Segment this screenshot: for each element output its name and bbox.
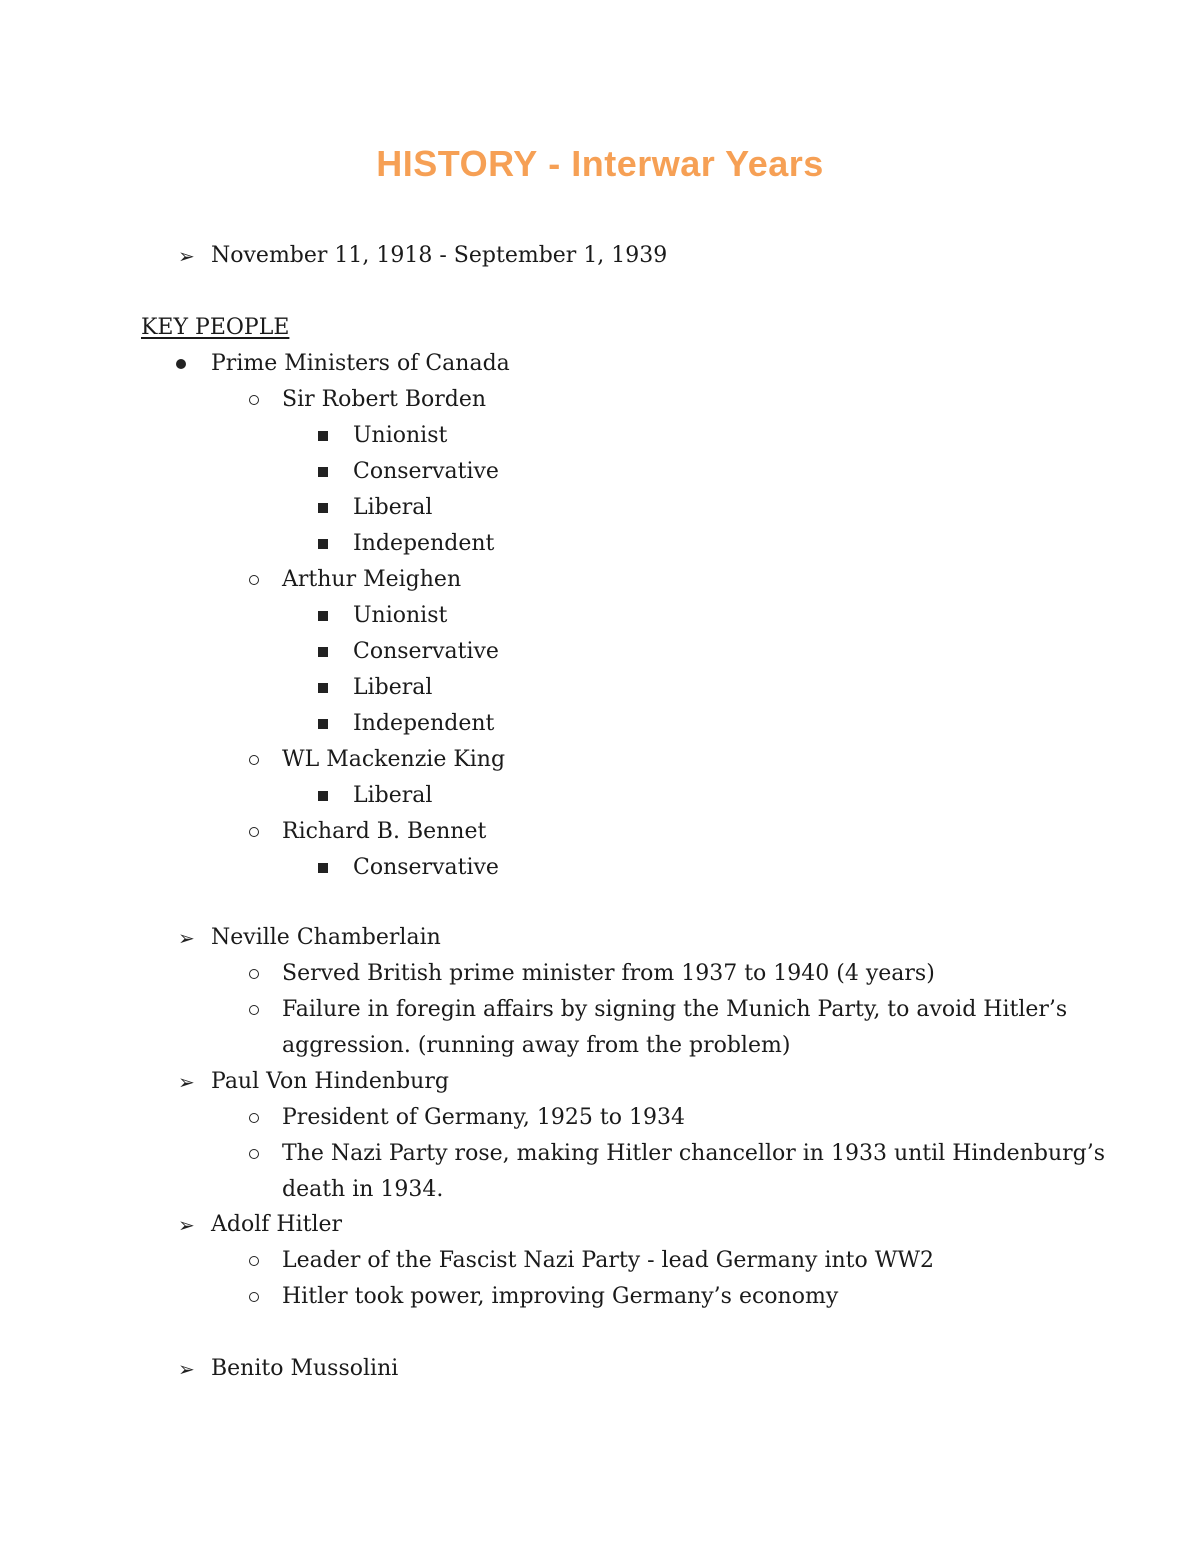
leader-name: Paul Von Hindenburg bbox=[211, 1069, 449, 1094]
arrow-bullet-icon: ➢ bbox=[178, 926, 195, 950]
title-separator: - bbox=[537, 143, 572, 184]
pm-name: Arthur Meighen bbox=[282, 567, 462, 592]
party: Conservative bbox=[353, 639, 499, 664]
party: Liberal bbox=[353, 495, 433, 520]
arrow-bullet-icon: ➢ bbox=[178, 1213, 195, 1237]
bullet-circle-icon bbox=[249, 1256, 259, 1266]
bullet-circle-icon bbox=[249, 395, 259, 405]
bullet-square-icon bbox=[318, 503, 328, 513]
bullet-square-icon bbox=[318, 611, 328, 621]
bullet-circle-icon bbox=[249, 827, 259, 837]
leader-name: Benito Mussolini bbox=[211, 1356, 399, 1381]
bullet-dot-icon bbox=[176, 359, 186, 369]
leader-note-continued: aggression. (running away from the problem) bbox=[282, 1033, 791, 1058]
bullet-square-icon bbox=[318, 863, 328, 873]
leader-note: Served British prime minister from 1937 to 1940 (4 years) bbox=[282, 961, 935, 986]
bullet-circle-icon bbox=[249, 1149, 259, 1159]
leader-note-continued: death in 1934. bbox=[282, 1177, 444, 1202]
party: Conservative bbox=[353, 855, 499, 880]
date-range: November 11, 1918 - September 1, 1939 bbox=[211, 243, 668, 268]
bullet-square-icon bbox=[318, 431, 328, 441]
party: Liberal bbox=[353, 675, 433, 700]
leader-note: Failure in foregin affairs by signing the Munich Party, to avoid Hitler’s bbox=[282, 997, 1068, 1022]
bullet-circle-icon bbox=[249, 1292, 259, 1302]
pm-name: WL Mackenzie King bbox=[282, 747, 506, 772]
party: Conservative bbox=[353, 459, 499, 484]
bullet-square-icon bbox=[318, 719, 328, 729]
page-title bbox=[0, 138, 1200, 190]
bullet-square-icon bbox=[318, 791, 328, 801]
party: Unionist bbox=[353, 603, 448, 628]
bullet-circle-icon bbox=[249, 969, 259, 979]
title-topic: Interwar Years bbox=[571, 143, 824, 184]
bullet-square-icon bbox=[318, 539, 328, 549]
title-subject: HISTORY bbox=[376, 143, 538, 184]
leader-name: Neville Chamberlain bbox=[211, 925, 441, 950]
arrow-bullet-icon: ➢ bbox=[178, 1070, 195, 1094]
leader-note: Leader of the Fascist Nazi Party - lead Germany into WW2 bbox=[282, 1248, 934, 1273]
leader-note: The Nazi Party rose, making Hitler chancellor in 1933 until Hindenburg’s bbox=[282, 1141, 1105, 1166]
arrow-bullet-icon: ➢ bbox=[178, 1357, 195, 1381]
pm-name: Sir Robert Borden bbox=[282, 387, 487, 412]
section-heading: KEY PEOPLE bbox=[141, 315, 290, 340]
bullet-square-icon bbox=[318, 647, 328, 657]
leader-name: Adolf Hitler bbox=[211, 1212, 343, 1237]
party: Liberal bbox=[353, 783, 433, 808]
pm-group-label: Prime Ministers of Canada bbox=[211, 351, 510, 376]
leader-note: President of Germany, 1925 to 1934 bbox=[282, 1105, 685, 1130]
bullet-circle-icon bbox=[249, 575, 259, 585]
pm-name: Richard B. Bennet bbox=[282, 819, 487, 844]
leader-note: Hitler took power, improving Germany’s economy bbox=[282, 1284, 839, 1309]
bullet-square-icon bbox=[318, 467, 328, 477]
bullet-circle-icon bbox=[249, 755, 259, 765]
arrow-bullet-icon: ➢ bbox=[178, 244, 195, 268]
bullet-circle-icon bbox=[249, 1113, 259, 1123]
bullet-square-icon bbox=[318, 683, 328, 693]
party: Independent bbox=[353, 531, 495, 556]
bullet-circle-icon bbox=[249, 1005, 259, 1015]
party: Unionist bbox=[353, 423, 448, 448]
party: Independent bbox=[353, 711, 495, 736]
